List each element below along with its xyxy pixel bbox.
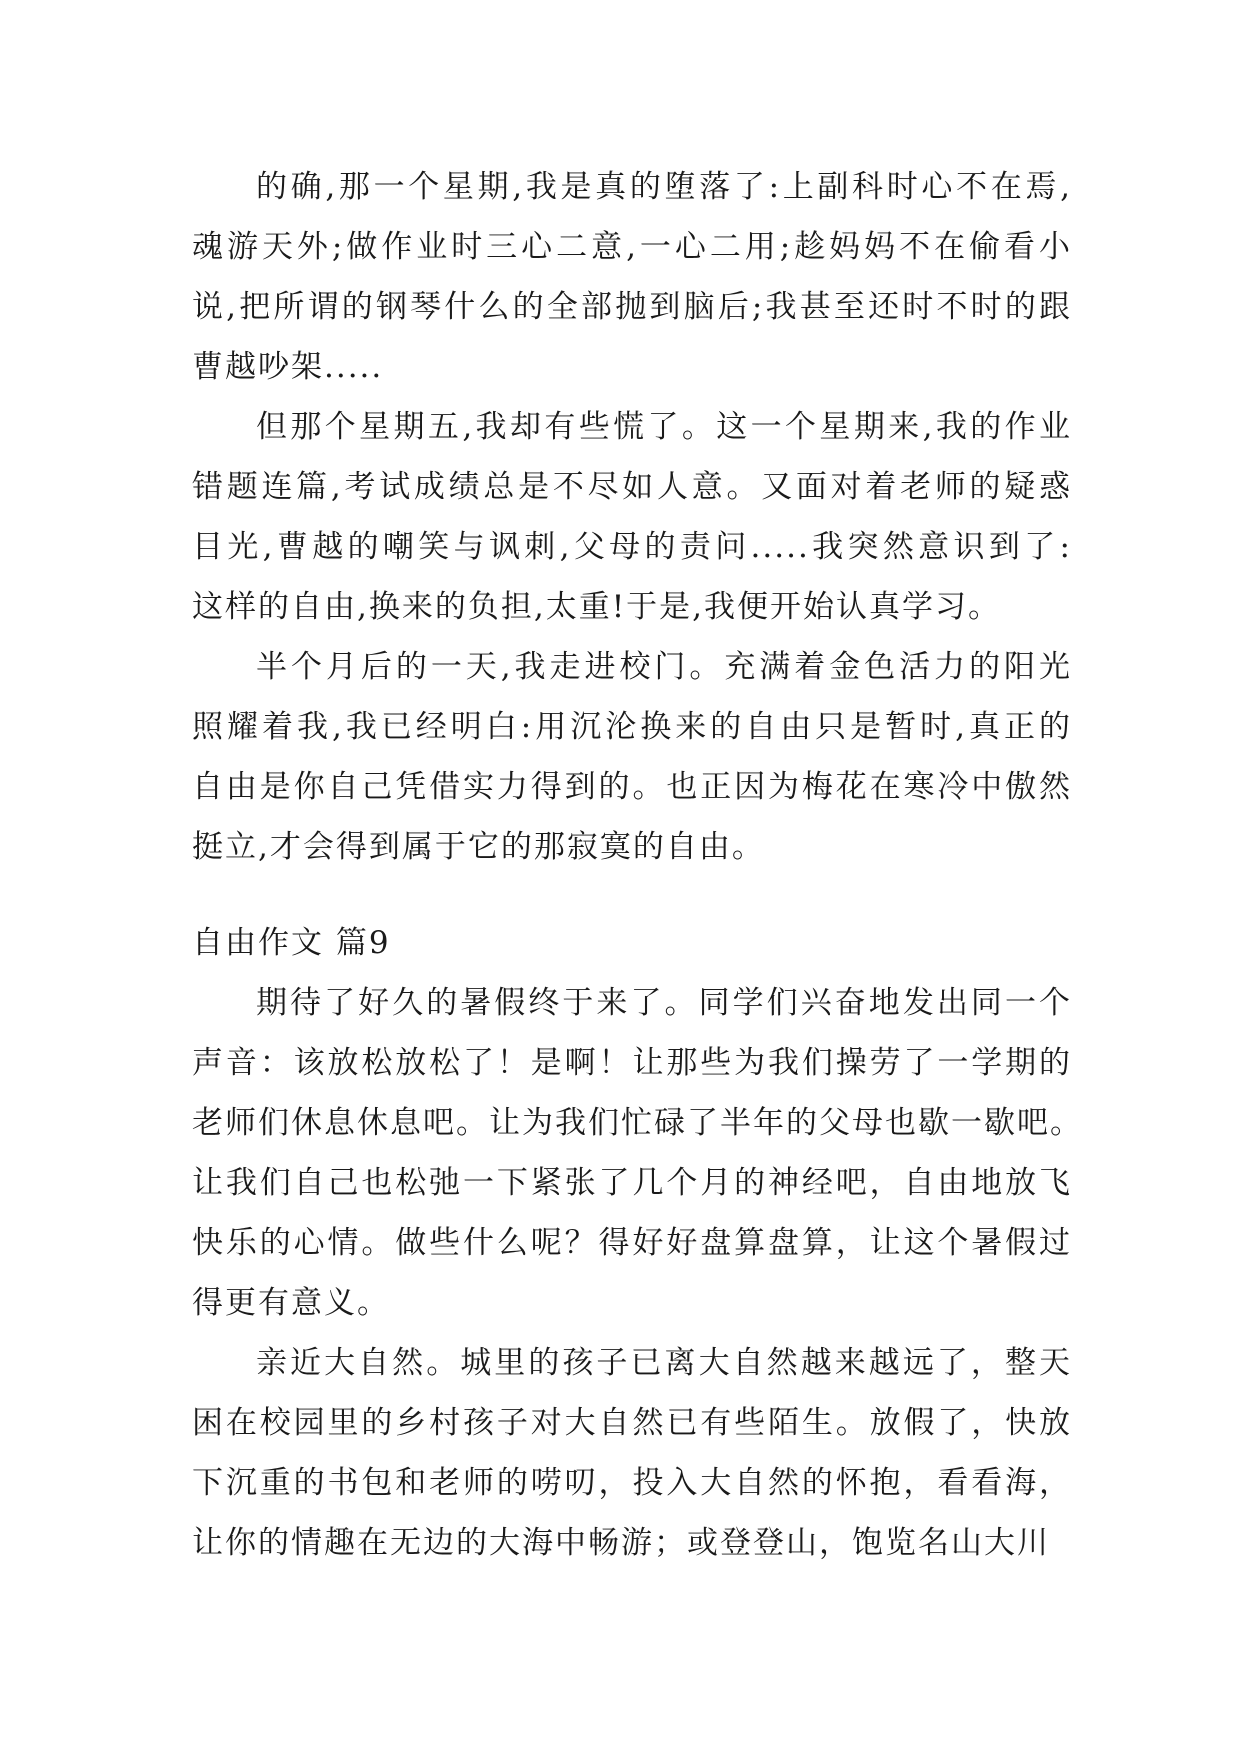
text-line: 老师们休息休息吧。让为我们忙碌了半年的父母也歇一歇吧。 bbox=[192, 1105, 1083, 1141]
text-line: 亲近大自然。城里的孩子已离大自然越来越远了，整天 bbox=[256, 1345, 1072, 1381]
text-line: 这样的自由,换来的负担,太重!于是,我便开始认真学习。 bbox=[192, 589, 1002, 625]
essay-section-1 bbox=[192, 157, 1072, 877]
paragraph bbox=[192, 157, 1072, 397]
text-line: 说,把所谓的钢琴什么的全部抛到脑后;我甚至还时不时的跟 bbox=[192, 289, 1072, 325]
text-line: 自由是你自己凭借实力得到的。也正因为梅花在寒冷中傲然 bbox=[192, 769, 1072, 805]
essay-section-2 bbox=[192, 973, 1083, 1573]
paragraph bbox=[192, 397, 1072, 637]
paragraph bbox=[192, 637, 1072, 877]
text-line: 照耀着我,我已经明白:用沉沦换来的自由只是暂时,真正的 bbox=[192, 709, 1072, 745]
text-line: 得更有意义。 bbox=[192, 1285, 390, 1321]
text-line: 下沉重的书包和老师的唠叨，投入大自然的怀抱，看看海， bbox=[192, 1465, 1072, 1501]
text-line: 的确,那一个星期,我是真的堕落了:上副科时心不在焉, bbox=[256, 169, 1072, 205]
text-line: 曹越吵架..... bbox=[192, 349, 384, 385]
text-line: 让我们自己也松弛一下紧张了几个月的神经吧，自由地放飞 bbox=[192, 1165, 1072, 1201]
text-line: 挺立,才会得到属于它的那寂寞的自由。 bbox=[192, 829, 765, 865]
text-line: 困在校园里的乡村孩子对大自然已有些陌生。放假了，快放 bbox=[192, 1405, 1072, 1441]
paragraph bbox=[192, 1333, 1072, 1573]
text-line: 期待了好久的暑假终于来了。同学们兴奋地发出同一个 bbox=[256, 985, 1072, 1021]
text-line: 错题连篇,考试成绩总是不尽如人意。又面对着老师的疑惑 bbox=[192, 469, 1072, 505]
text-line: 魂游天外;做作业时三心二意,一心二用;趁妈妈不在偷看小 bbox=[192, 229, 1072, 265]
text-line: 声音：该放松放松了！是啊！让那些为我们操劳了一学期的 bbox=[192, 1045, 1072, 1081]
text-line: 快乐的心情。做些什么呢？得好好盘算盘算，让这个暑假过 bbox=[192, 1225, 1072, 1261]
paragraph bbox=[192, 973, 1083, 1333]
text-line: 半个月后的一天,我走进校门。充满着金色活力的阳光 bbox=[256, 649, 1072, 685]
text-line: 目光,曹越的嘲笑与讽刺,父母的责问.....我突然意识到了: bbox=[192, 529, 1072, 565]
section-heading: 自由作文 篇9 bbox=[192, 925, 391, 961]
text-line: 让你的情趣在无边的大海中畅游；或登登山，饱览名山大川 bbox=[192, 1525, 1050, 1561]
text-line: 但那个星期五,我却有些慌了。这一个星期来,我的作业 bbox=[256, 409, 1072, 445]
